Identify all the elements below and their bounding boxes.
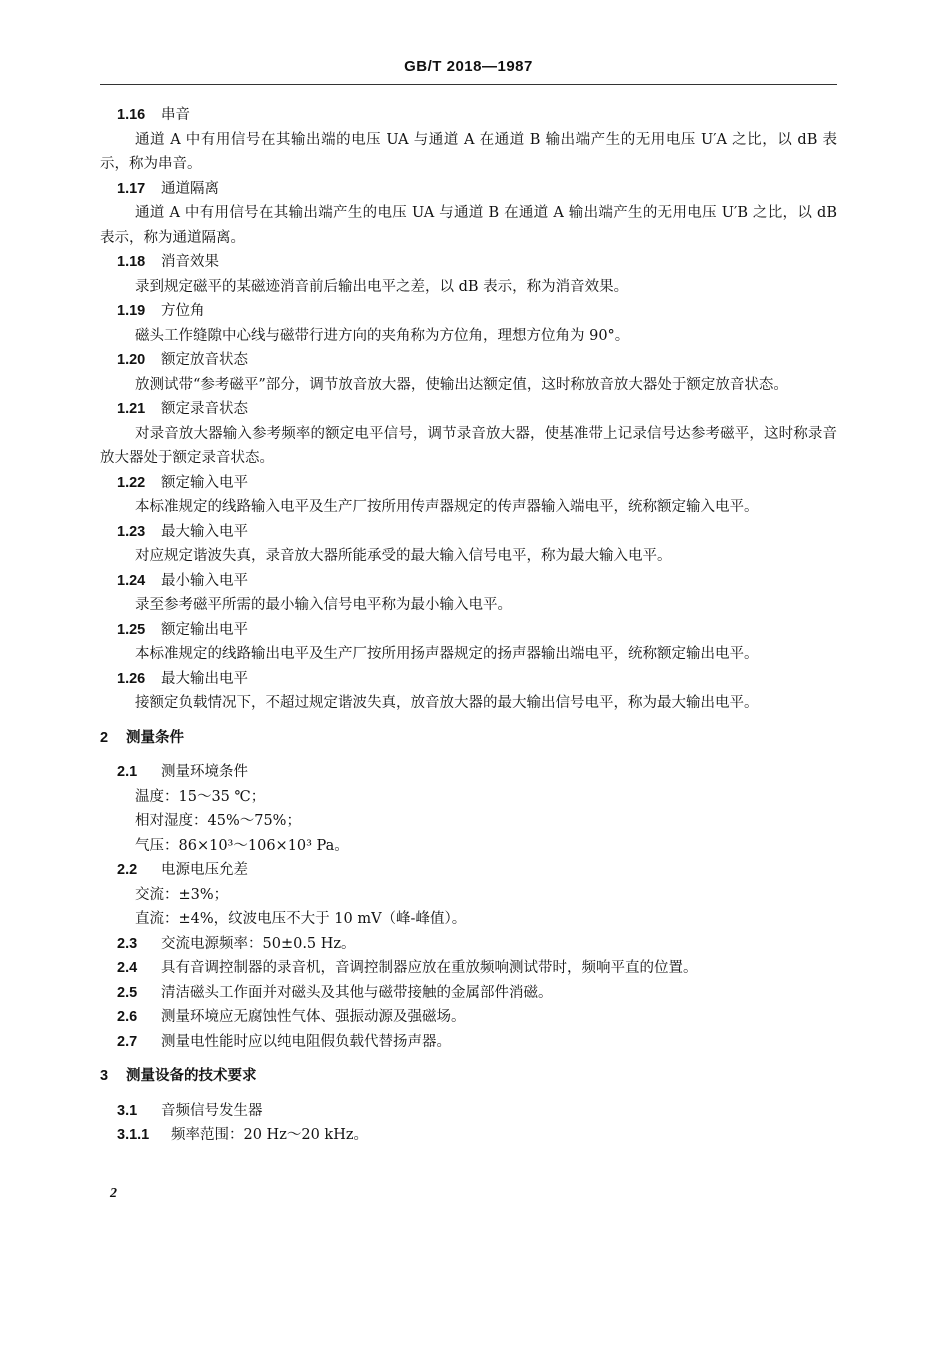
clause-text: 清洁磁头工作面并对磁头及其他与磁带接触的金属部件消磁。: [161, 984, 553, 1001]
clause-body: 录至参考磁平所需的最小输入信号电平称为最小输入电平。: [135, 597, 512, 613]
clause-title: 测量环境条件: [161, 764, 248, 780]
clause-2-5: [100, 981, 837, 1006]
section-title: 测量条件: [126, 729, 184, 746]
clause-1-21: [100, 397, 837, 471]
clause-1-22: [100, 471, 837, 520]
clause-2-6: [100, 1005, 837, 1030]
clause-body: 通道 A 中有用信号在其输出端的电压 UA 与通道 A 在通道 B 输出端产生的无用电压 U′A 之比，以 dB 表示，称为串音。: [100, 131, 837, 172]
clause-body: 对录音放大器输入参考频率的额定电平信号，调节录音放大器，使基准带上记录信号达参考磁平，这时称录音放大器处于额定录音状态。: [100, 425, 837, 466]
clause-body: 放测试带“参考磁平”部分，调节放音放大器，使输出达额定值，这时称放音放大器处于额定放音状态。: [135, 376, 788, 393]
humidity-line: 相对湿度：45%～75%；: [135, 813, 301, 829]
clause-1-16: [100, 103, 837, 177]
clause-title: 串音: [161, 107, 190, 123]
clause-number: 1.20: [117, 352, 146, 368]
clause-number: 2.5: [117, 984, 138, 1001]
clause-2-4: [100, 956, 837, 981]
clause-1-17: [100, 177, 837, 251]
clause-3-1-1: [100, 1123, 837, 1148]
clause-number: 3.1: [117, 1102, 138, 1119]
document-body: [100, 103, 837, 1148]
clause-text: 频率范围：20 Hz～20 kHz。: [171, 1127, 368, 1143]
clause-title: 方位角: [161, 303, 205, 319]
clause-title: 通道隔离: [161, 180, 219, 197]
page-number: 2: [110, 1186, 117, 1201]
clause-number: 1.23: [117, 523, 146, 540]
clause-body: 通道 A 中有用信号在其输出端产生的电压 UA 与通道 B 在通道 A 输出端产生的无用电压 U′B 之比，以 dB 表示，称为通道隔离。: [100, 205, 837, 246]
clause-number: 1.26: [117, 670, 146, 687]
clause-number: 1.16: [117, 107, 146, 123]
clause-2-2: [100, 858, 837, 932]
clause-2-3: [100, 932, 837, 957]
clause-title: 额定输入电平: [161, 474, 248, 491]
clause-title: 最小输入电平: [161, 572, 248, 589]
document-header: GB/T 2018—1987: [404, 58, 533, 75]
clause-title: 电源电压允差: [161, 862, 248, 878]
clause-number: 3.1.1: [117, 1127, 150, 1143]
section-number: 3: [100, 1068, 109, 1084]
clause-body: 本标准规定的线路输出电平及生产厂按所用扬声器规定的扬声器输出端电平，统称额定输出电平。: [135, 646, 759, 662]
clause-1-23: [100, 520, 837, 569]
clause-number: 1.25: [117, 621, 146, 638]
clause-1-18: [100, 250, 837, 299]
clause-body: 接额定负载情况下，不超过规定谐波失真，放音放大器的最大输出信号电平，称为最大输出电平。: [135, 695, 759, 711]
clause-text: 测量环境应无腐蚀性气体、强振动源及强磁场。: [161, 1009, 466, 1025]
ac-tolerance-line: 交流：±3%；: [135, 886, 229, 903]
clause-title: 额定输出电平: [161, 621, 248, 638]
section-title: 测量设备的技术要求: [126, 1068, 257, 1084]
clause-title: 额定录音状态: [161, 401, 248, 417]
clause-number: 1.19: [117, 303, 146, 319]
clause-title: 消音效果: [161, 254, 219, 270]
clause-number: 2.2: [117, 862, 138, 878]
clause-number: 2.6: [117, 1009, 138, 1025]
clause-body: 录到规定磁平的某磁迹消音前后输出电平之差，以 dB 表示，称为消音效果。: [135, 278, 629, 295]
clause-number: 2.4: [117, 960, 138, 976]
clause-title: 额定放音状态: [161, 352, 248, 368]
pressure-line: 气压：86×10³～106×10³ Pa。: [135, 837, 349, 854]
section-3-heading: [100, 1064, 837, 1089]
clause-1-24: [100, 569, 837, 618]
section-number: 2: [100, 729, 109, 746]
clause-title: 最大输出电平: [161, 670, 248, 687]
clause-body: 本标准规定的线路输入电平及生产厂按所用传声器规定的传声器输入端电平，统称额定输入电平。: [135, 499, 759, 515]
clause-number: 2.7: [117, 1033, 138, 1050]
clause-body: 对应规定谐波失真，录音放大器所能承受的最大输入信号电平，称为最大输入电平。: [135, 548, 672, 564]
clause-1-19: [100, 299, 837, 348]
clause-number: 1.17: [117, 180, 146, 197]
clause-number: 1.24: [117, 572, 146, 589]
clause-text: 具有音调控制器的录音机，音调控制器应放在重放频响测试带时，频响平直的位置。: [161, 960, 698, 976]
clause-number: 2.1: [117, 764, 138, 780]
temperature-line: 温度：15～35 ℃；: [135, 788, 266, 805]
clause-number: 1.22: [117, 474, 146, 491]
clause-1-25: [100, 618, 837, 667]
section-2-heading: [100, 726, 837, 751]
clause-number: 2.3: [117, 935, 138, 952]
clause-3-1: [100, 1099, 837, 1124]
clause-2-1: [100, 760, 837, 858]
header-rule: [100, 84, 837, 85]
clause-title: 音频信号发生器: [161, 1102, 263, 1119]
clause-1-26: [100, 667, 837, 716]
clause-1-20: [100, 348, 837, 397]
clause-text: 交流电源频率：50±0.5 Hz。: [161, 935, 356, 952]
clause-2-7: [100, 1030, 837, 1055]
clause-title: 最大输入电平: [161, 523, 248, 540]
clause-text: 测量电性能时应以纯电阻假负载代替扬声器。: [161, 1033, 451, 1050]
dc-tolerance-line: 直流：±4%，纹波电压不大于 10 mV（峰-峰值）。: [135, 911, 467, 927]
clause-body: 磁头工作缝隙中心线与磁带行进方向的夹角称为方位角，理想方位角为 90°。: [135, 327, 630, 344]
clause-number: 1.21: [117, 401, 146, 417]
clause-number: 1.18: [117, 254, 146, 270]
